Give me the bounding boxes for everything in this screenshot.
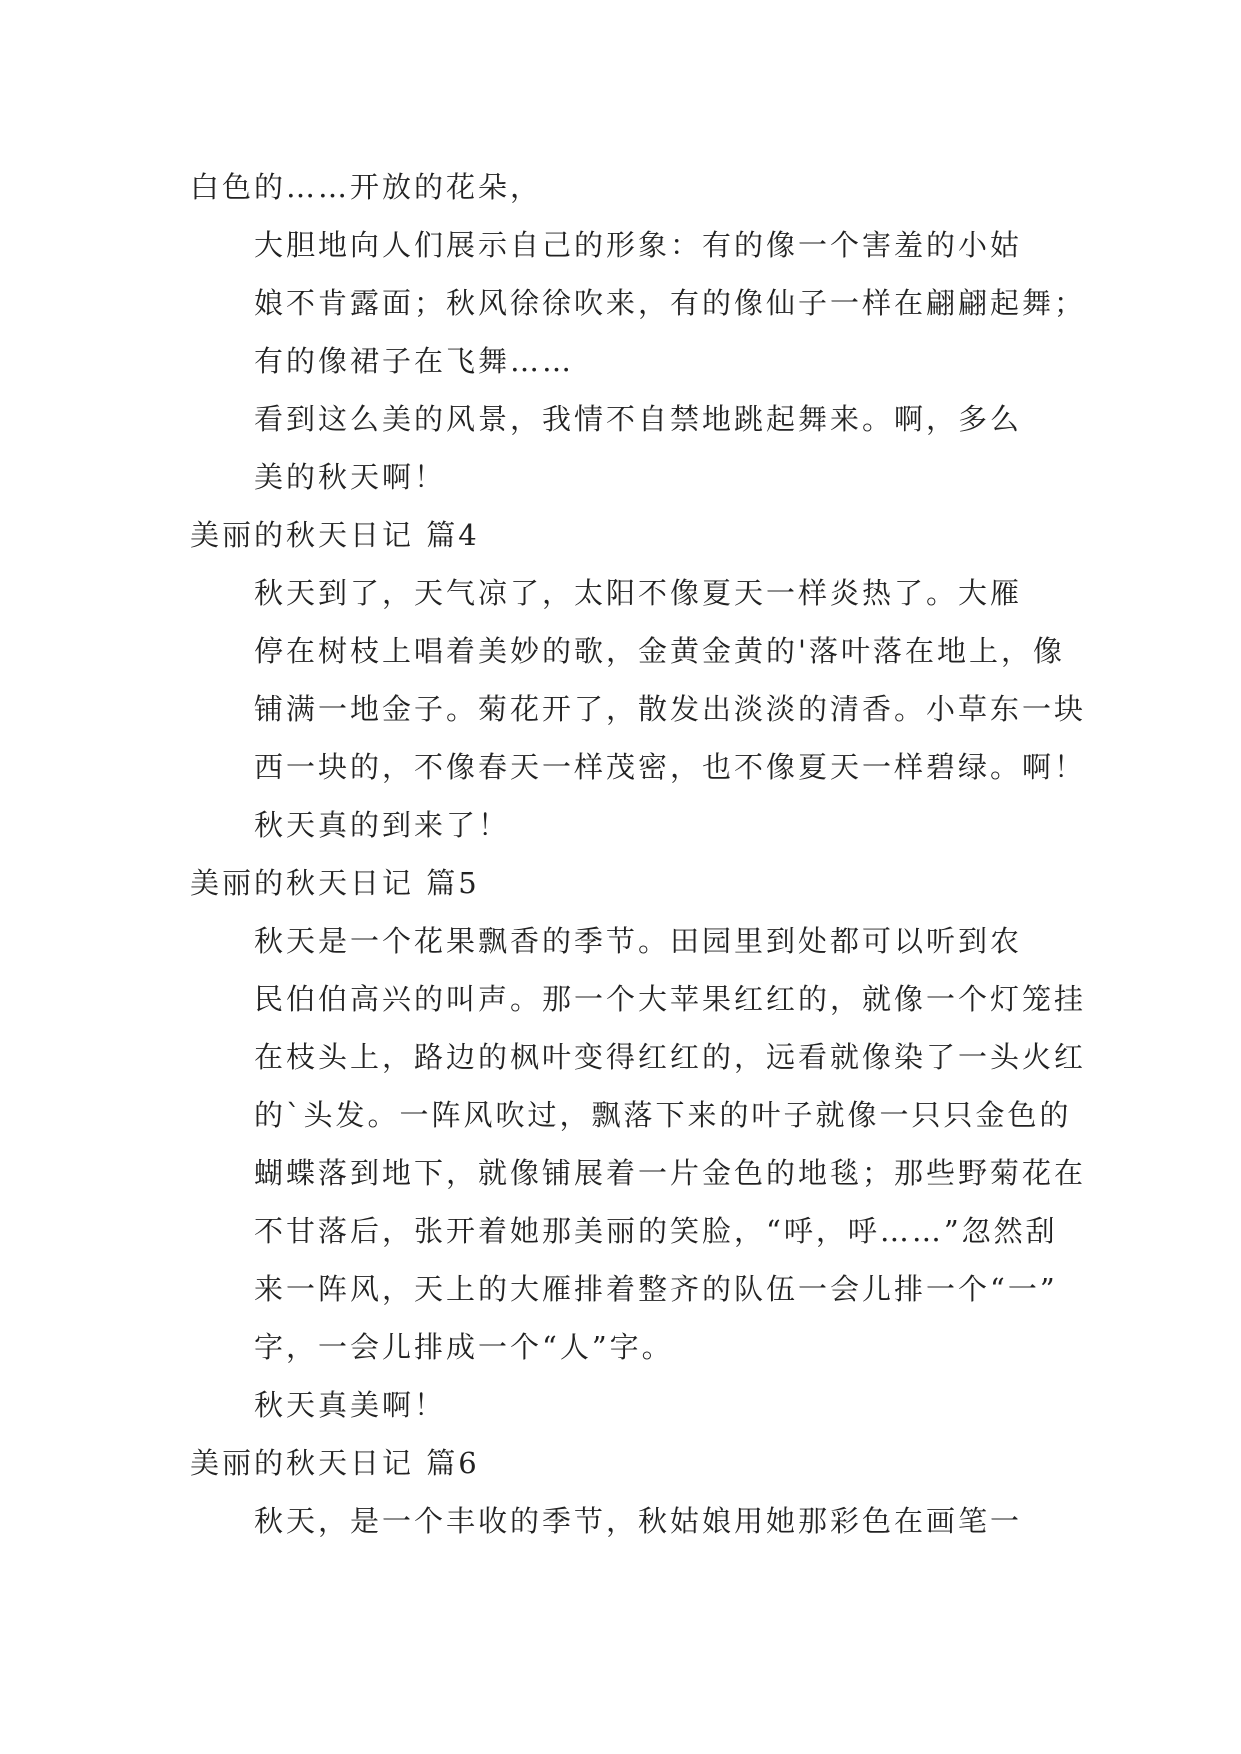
paragraph-line: 白色的……开放的花朵， xyxy=(190,170,543,204)
paragraph-line: 秋天是一个花果飘香的季节。田园里到处都可以听到农 xyxy=(254,924,1023,958)
paragraph-line: 秋天真的到来了！ xyxy=(254,808,511,842)
paragraph-line: 秋天到了，天气凉了，太阳不像夏天一样炎热了。大雁 xyxy=(254,576,1023,610)
paragraph xyxy=(190,390,1075,506)
paragraph-line: 大胆地向人们展示自己的形象：有的像一个害羞的小姑 xyxy=(254,228,1023,262)
paragraph-line: 的`头发。一阵风吹过，飘落下来的叶子就像一只只金色的 xyxy=(254,1098,1072,1132)
paragraph xyxy=(190,564,1087,854)
paragraph xyxy=(190,1492,1075,1550)
paragraph-line: 在枝头上，路边的枫叶变得红红的，远看就像染了一头火红 xyxy=(254,1040,1087,1074)
section-heading: 美丽的秋天日记 篇4 xyxy=(190,518,480,552)
paragraph xyxy=(190,158,1075,216)
paragraph xyxy=(190,216,1087,390)
paragraph-line: 停在树枝上唱着美妙的歌，金黄金黄的'落叶落在地上，像 xyxy=(254,634,1065,668)
paragraph-line: 民伯伯高兴的叫声。那一个大苹果红红的，就像一个灯笼挂 xyxy=(254,982,1087,1016)
paragraph xyxy=(190,912,1087,1376)
paragraph-line: 来一阵风，天上的大雁排着整齐的队伍一会儿排一个“一” xyxy=(254,1272,1058,1306)
paragraph-line: 看到这么美的风景，我情不自禁地跳起舞来。啊，多么 xyxy=(254,402,1023,436)
paragraph-line: 西一块的，不像春天一样茂密，也不像夏天一样碧绿。啊！ xyxy=(254,750,1087,784)
paragraph-line: 秋天，是一个丰收的季节，秋姑娘用她那彩色在画笔一 xyxy=(254,1504,1023,1538)
section-heading: 美丽的秋天日记 篇6 xyxy=(190,1446,480,1480)
paragraph-line: 不甘落后，张开着她那美丽的笑脸，“呼，呼……”忽然刮 xyxy=(254,1214,1058,1248)
document-body xyxy=(190,158,1087,1550)
paragraph-line: 铺满一地金子。菊花开了，散发出淡淡的清香。小草东一块 xyxy=(254,692,1087,726)
paragraph-line: 秋天真美啊！ xyxy=(254,1388,447,1422)
paragraph-line: 字，一会儿排成一个“人”字。 xyxy=(254,1330,674,1364)
paragraph-line: 有的像裙子在飞舞…… xyxy=(254,344,575,378)
paragraph-line: 娘不肯露面；秋风徐徐吹来，有的像仙子一样在翩翩起舞； xyxy=(254,286,1087,320)
paragraph xyxy=(190,1376,1075,1434)
paragraph-line: 蝴蝶落到地下，就像铺展着一片金色的地毯；那些野菊花在 xyxy=(254,1156,1087,1190)
paragraph-line: 美的秋天啊！ xyxy=(254,460,447,494)
section-heading: 美丽的秋天日记 篇5 xyxy=(190,866,480,900)
